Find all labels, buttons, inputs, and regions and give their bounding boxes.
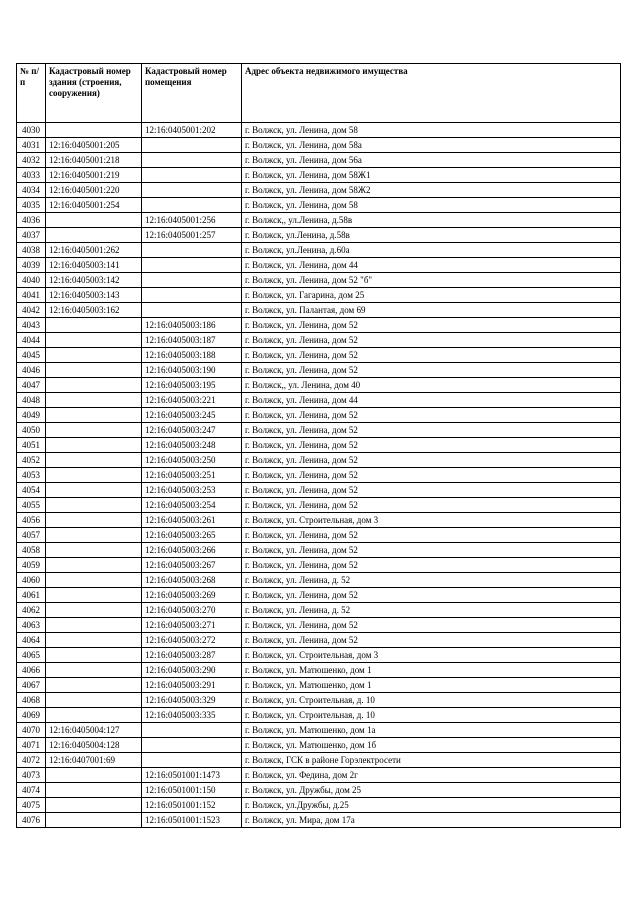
property-registry-table [16,63,621,828]
building-cadastral-cell [46,543,142,558]
table-row [17,258,621,273]
premises-cadastral-cell [142,753,242,768]
address-cell: г. Волжск, ул.Ленина, д.60а [242,243,621,258]
address-cell: г. Волжск, ул. Ленина, дом 52 [242,348,621,363]
address-cell: г. Волжск, ул. Ленина, дом 52 [242,543,621,558]
address-cell: г. Волжск, ул. Строительная, д. 10 [242,693,621,708]
row-number-cell: 4046 [17,363,46,378]
building-cadastral-cell: 12:16:0405001:254 [46,198,142,213]
table-row [17,528,621,543]
premises-cadastral-cell: 12:16:0405001:202 [142,123,242,138]
building-cadastral-cell [46,333,142,348]
table-row [17,138,621,153]
building-cadastral-cell: 12:16:0405001:220 [46,183,142,198]
row-number-cell: 4047 [17,378,46,393]
address-cell: г. Волжск, ул. Матюшенко, дом 1б [242,738,621,753]
table-row [17,663,621,678]
building-cadastral-cell [46,603,142,618]
premises-cadastral-cell: 12:16:0405003:186 [142,318,242,333]
table-row [17,378,621,393]
building-cadastral-cell: 12:16:0405003:141 [46,258,142,273]
address-cell: г. Волжск, ул. Ленина, дом 58Ж1 [242,168,621,183]
row-number-cell: 4044 [17,333,46,348]
premises-cadastral-cell [142,723,242,738]
premises-cadastral-cell: 12:16:0405003:287 [142,648,242,663]
table-row [17,408,621,423]
table-row [17,543,621,558]
premises-cadastral-cell: 12:16:0405003:221 [142,393,242,408]
table-row [17,798,621,813]
building-cadastral-cell: 12:16:0405003:143 [46,288,142,303]
row-number-cell: 4076 [17,813,46,828]
row-number-cell: 4069 [17,708,46,723]
building-cadastral-cell [46,228,142,243]
address-cell: г. Волжск, ул. Ленина, дом 52 [242,453,621,468]
table-row [17,603,621,618]
address-cell: г. Волжск, ул. Дружбы, дом 25 [242,783,621,798]
building-cadastral-cell [46,363,142,378]
table-row [17,243,621,258]
premises-cadastral-cell: 12:16:0405003:269 [142,588,242,603]
address-cell: г. Волжск,, ул. Ленина, дом 40 [242,378,621,393]
address-cell: г. Волжск, ГСК в районе Горэлектросети [242,753,621,768]
premises-cadastral-cell [142,138,242,153]
premises-cadastral-cell: 12:16:0405003:254 [142,498,242,513]
row-number-cell: 4056 [17,513,46,528]
row-number-cell: 4053 [17,468,46,483]
row-number-cell: 4050 [17,423,46,438]
building-cadastral-cell [46,408,142,423]
table-row [17,588,621,603]
address-cell: г. Волжск, ул. Ленина, дом 58а [242,138,621,153]
table-row [17,228,621,243]
building-cadastral-cell: 12:16:0405004:128 [46,738,142,753]
row-number-cell: 4049 [17,408,46,423]
premises-cadastral-cell: 12:16:0501001:150 [142,783,242,798]
header-premises-cadastral-number: Кадастровый номер помещения [142,64,242,123]
row-number-cell: 4075 [17,798,46,813]
address-cell: г. Волжск, ул. Ленина, дом 52 [242,498,621,513]
row-number-cell: 4033 [17,168,46,183]
row-number-cell: 4034 [17,183,46,198]
table-row [17,438,621,453]
premises-cadastral-cell [142,288,242,303]
premises-cadastral-cell: 12:16:0405003:290 [142,663,242,678]
premises-cadastral-cell [142,273,242,288]
address-cell: г. Волжск, ул. Матюшенко, дом 1а [242,723,621,738]
premises-cadastral-cell [142,738,242,753]
premises-cadastral-cell: 12:16:0405003:247 [142,423,242,438]
row-number-cell: 4063 [17,618,46,633]
row-number-cell: 4059 [17,558,46,573]
table-row [17,783,621,798]
address-cell: г. Волжск, ул. Ленина, д. 52 [242,603,621,618]
table-row [17,633,621,648]
row-number-cell: 4071 [17,738,46,753]
building-cadastral-cell [46,498,142,513]
building-cadastral-cell: 12:16:0405001:205 [46,138,142,153]
premises-cadastral-cell: 12:16:0405003:187 [142,333,242,348]
premises-cadastral-cell [142,153,242,168]
premises-cadastral-cell [142,303,242,318]
address-cell: г. Волжск, ул. Ленина, дом 52 [242,618,621,633]
address-cell: г. Волжск, ул. Палантая, дом 69 [242,303,621,318]
row-number-cell: 4041 [17,288,46,303]
building-cadastral-cell [46,483,142,498]
building-cadastral-cell: 12:16:0405004:127 [46,723,142,738]
address-cell: г. Волжск, ул. Ленина, дом 52 "б" [242,273,621,288]
table-header-row [17,64,621,123]
address-cell: г. Волжск, ул. Строительная, д. 10 [242,708,621,723]
address-cell: г. Волжск, ул. Ленина, дом 52 [242,333,621,348]
row-number-cell: 4060 [17,573,46,588]
row-number-cell: 4067 [17,678,46,693]
table-row [17,738,621,753]
premises-cadastral-cell: 12:16:0405003:291 [142,678,242,693]
row-number-cell: 4037 [17,228,46,243]
address-cell: г. Волжск, ул. Федина, дом 2г [242,768,621,783]
address-cell: г. Волжск, ул. Ленина, дом 52 [242,528,621,543]
address-cell: г. Волжск, ул. Строительная, дом 3 [242,513,621,528]
address-cell: г. Волжск, ул. Матюшенко, дом 1 [242,663,621,678]
row-number-cell: 4066 [17,663,46,678]
building-cadastral-cell: 12:16:0405001:218 [46,153,142,168]
premises-cadastral-cell: 12:16:0405003:335 [142,708,242,723]
building-cadastral-cell: 12:16:0405001:262 [46,243,142,258]
premises-cadastral-cell: 12:16:0405003:265 [142,528,242,543]
table-row [17,513,621,528]
premises-cadastral-cell: 12:16:0405003:190 [142,363,242,378]
table-row [17,333,621,348]
address-cell: г. Волжск, ул. Ленина, дом 52 [242,483,621,498]
header-building-cadastral-number: Кадастровый номер здания (строения, сооружения) [46,64,142,123]
building-cadastral-cell [46,528,142,543]
row-number-cell: 4065 [17,648,46,663]
row-number-cell: 4064 [17,633,46,648]
row-number-cell: 4055 [17,498,46,513]
premises-cadastral-cell: 12:16:0405003:270 [142,603,242,618]
building-cadastral-cell [46,663,142,678]
row-number-cell: 4040 [17,273,46,288]
table-row [17,423,621,438]
premises-cadastral-cell [142,198,242,213]
address-cell: г. Волжск, ул.Ленина, д.58в [242,228,621,243]
table-row [17,678,621,693]
address-cell: г. Волжск, ул.Дружбы, д.25 [242,798,621,813]
premises-cadastral-cell [142,258,242,273]
table-row [17,768,621,783]
row-number-cell: 4061 [17,588,46,603]
building-cadastral-cell: 12:16:0405003:162 [46,303,142,318]
table-row [17,393,621,408]
header-property-address: Адрес объекта недвижимого имущества [242,64,621,123]
address-cell: г. Волжск, ул. Ленина, дом 52 [242,438,621,453]
table-row [17,363,621,378]
building-cadastral-cell [46,573,142,588]
row-number-cell: 4062 [17,603,46,618]
table-row [17,123,621,138]
building-cadastral-cell [46,318,142,333]
table-row [17,693,621,708]
address-cell: г. Волжск, ул. Ленина, дом 52 [242,468,621,483]
building-cadastral-cell [46,558,142,573]
address-cell: г. Волжск, ул. Ленина, дом 52 [242,363,621,378]
table-row [17,753,621,768]
address-cell: г. Волжск, ул. Ленина, дом 44 [242,258,621,273]
row-number-cell: 4051 [17,438,46,453]
address-cell: г. Волжск, ул. Ленина, дом 52 [242,633,621,648]
row-number-cell: 4057 [17,528,46,543]
building-cadastral-cell: 12:16:0405003:142 [46,273,142,288]
table-row [17,198,621,213]
row-number-cell: 4030 [17,123,46,138]
building-cadastral-cell [46,588,142,603]
building-cadastral-cell [46,618,142,633]
row-number-cell: 4058 [17,543,46,558]
table-row [17,573,621,588]
premises-cadastral-cell: 12:16:0405003:251 [142,468,242,483]
building-cadastral-cell: 12:16:0405001:219 [46,168,142,183]
table-row [17,183,621,198]
building-cadastral-cell [46,453,142,468]
table-body [17,123,621,828]
building-cadastral-cell [46,633,142,648]
table-row [17,168,621,183]
row-number-cell: 4054 [17,483,46,498]
building-cadastral-cell [46,513,142,528]
table-row [17,213,621,228]
address-cell: г. Волжск, ул. Ленина, дом 52 [242,423,621,438]
row-number-cell: 4068 [17,693,46,708]
row-number-cell: 4039 [17,258,46,273]
building-cadastral-cell [46,123,142,138]
premises-cadastral-cell: 12:16:0405001:256 [142,213,242,228]
row-number-cell: 4072 [17,753,46,768]
premises-cadastral-cell [142,243,242,258]
premises-cadastral-cell: 12:16:0405003:261 [142,513,242,528]
row-number-cell: 4048 [17,393,46,408]
premises-cadastral-cell: 12:16:0501001:152 [142,798,242,813]
building-cadastral-cell [46,423,142,438]
address-cell: г. Волжск, ул. Матюшенко, дом 1 [242,678,621,693]
building-cadastral-cell [46,648,142,663]
address-cell: г. Волжск, ул. Строительная, дом 3 [242,648,621,663]
building-cadastral-cell [46,438,142,453]
table-row [17,468,621,483]
address-cell: г. Волжск, ул. Ленина, дом 52 [242,558,621,573]
premises-cadastral-cell: 12:16:0405003:253 [142,483,242,498]
header-row-number: № п/п [17,64,46,123]
table-row [17,708,621,723]
table-row [17,318,621,333]
address-cell: г. Волжск, ул. Ленина, дом 52 [242,588,621,603]
premises-cadastral-cell: 12:16:0405003:188 [142,348,242,363]
table-row [17,723,621,738]
table-row [17,558,621,573]
address-cell: г. Волжск, ул. Ленина, дом 58Ж2 [242,183,621,198]
row-number-cell: 4045 [17,348,46,363]
row-number-cell: 4052 [17,453,46,468]
address-cell: г. Волжск, ул. Ленина, дом 52 [242,318,621,333]
table-row [17,618,621,633]
row-number-cell: 4073 [17,768,46,783]
premises-cadastral-cell: 12:16:0405003:250 [142,453,242,468]
table-row [17,453,621,468]
premises-cadastral-cell: 12:16:0405003:271 [142,618,242,633]
premises-cadastral-cell [142,183,242,198]
premises-cadastral-cell [142,168,242,183]
address-cell: г. Волжск, ул. Ленина, дом 58 [242,198,621,213]
row-number-cell: 4038 [17,243,46,258]
premises-cadastral-cell: 12:16:0405003:245 [142,408,242,423]
table-row [17,498,621,513]
row-number-cell: 4032 [17,153,46,168]
premises-cadastral-cell: 12:16:0405003:248 [142,438,242,453]
address-cell: г. Волжск, ул. Ленина, дом 56а [242,153,621,168]
row-number-cell: 4036 [17,213,46,228]
building-cadastral-cell [46,678,142,693]
building-cadastral-cell: 12:16:0407001:69 [46,753,142,768]
address-cell: г. Волжск, ул. Ленина, дом 52 [242,408,621,423]
row-number-cell: 4035 [17,198,46,213]
building-cadastral-cell [46,213,142,228]
premises-cadastral-cell: 12:16:0405003:268 [142,573,242,588]
building-cadastral-cell [46,468,142,483]
address-cell: г. Волжск, ул. Ленина, д. 52 [242,573,621,588]
building-cadastral-cell [46,768,142,783]
row-number-cell: 4074 [17,783,46,798]
table-row [17,153,621,168]
address-cell: г. Волжск,, ул.Ленина, д.58в [242,213,621,228]
address-cell: г. Волжск, ул. Ленина, дом 58 [242,123,621,138]
table-row [17,813,621,828]
building-cadastral-cell [46,798,142,813]
row-number-cell: 4031 [17,138,46,153]
table-row [17,348,621,363]
premises-cadastral-cell: 12:16:0405003:266 [142,543,242,558]
building-cadastral-cell [46,348,142,363]
building-cadastral-cell [46,693,142,708]
table-row [17,288,621,303]
building-cadastral-cell [46,783,142,798]
table-row [17,483,621,498]
address-cell: г. Волжск, ул. Гагарина, дом 25 [242,288,621,303]
table-row [17,303,621,318]
table-row [17,273,621,288]
premises-cadastral-cell: 12:16:0405001:257 [142,228,242,243]
premises-cadastral-cell: 12:16:0405003:195 [142,378,242,393]
premises-cadastral-cell: 12:16:0501001:1523 [142,813,242,828]
premises-cadastral-cell: 12:16:0501001:1473 [142,768,242,783]
address-cell: г. Волжск, ул. Ленина, дом 44 [242,393,621,408]
building-cadastral-cell [46,813,142,828]
address-cell: г. Волжск, ул. Мира, дом 17а [242,813,621,828]
row-number-cell: 4070 [17,723,46,738]
row-number-cell: 4043 [17,318,46,333]
row-number-cell: 4042 [17,303,46,318]
building-cadastral-cell [46,708,142,723]
building-cadastral-cell [46,393,142,408]
premises-cadastral-cell: 12:16:0405003:272 [142,633,242,648]
premises-cadastral-cell: 12:16:0405003:329 [142,693,242,708]
building-cadastral-cell [46,378,142,393]
table-row [17,648,621,663]
premises-cadastral-cell: 12:16:0405003:267 [142,558,242,573]
